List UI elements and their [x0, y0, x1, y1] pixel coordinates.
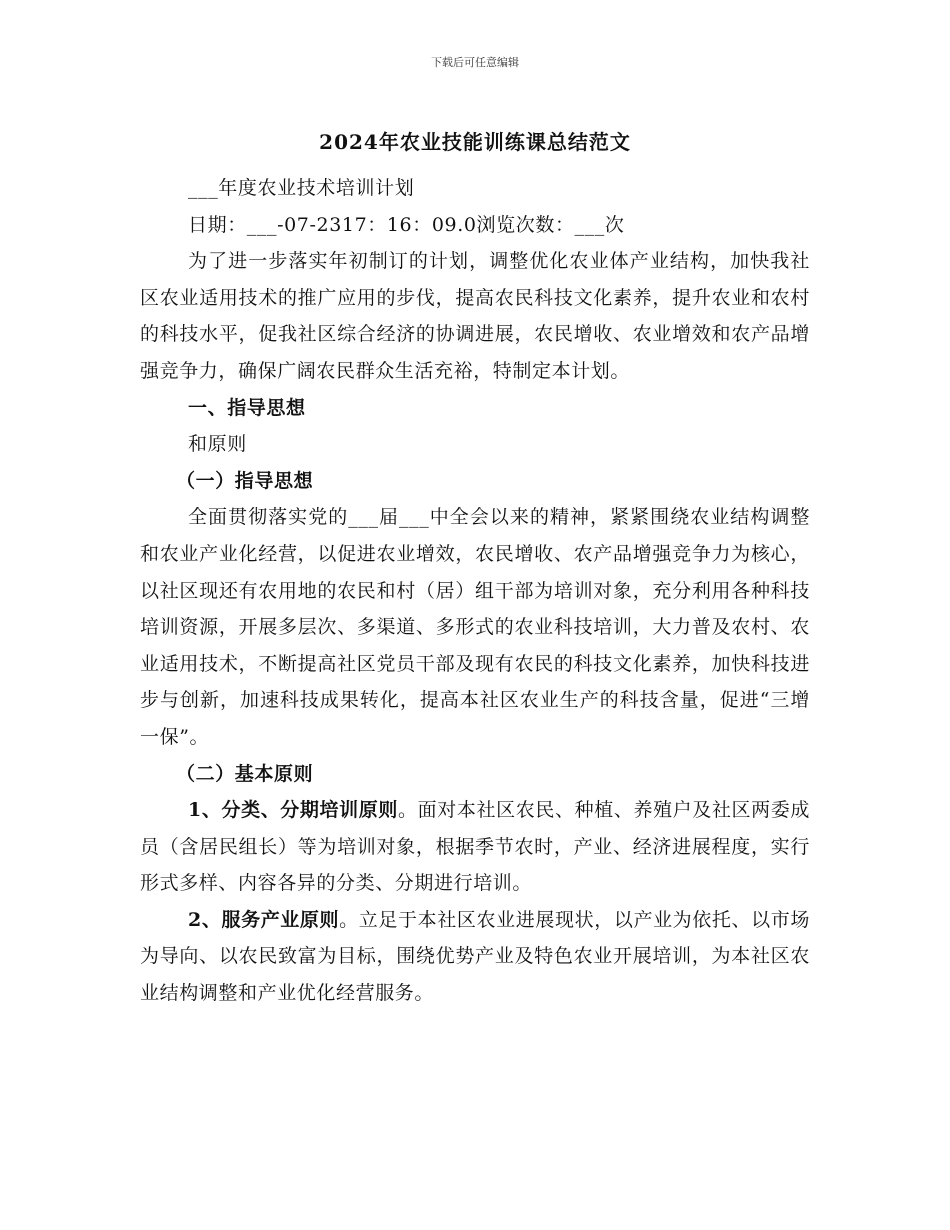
principle1-text: 。面对本社区农民、种植、养殖户及社区两委成员（含居民组长）等为培训对象，根据季节农时，产业、经济进展程度，实行形式多样、内容各异的分类、分期进行培训。	[140, 799, 810, 895]
sub2-heading: （二）基本原则	[176, 762, 314, 785]
header-note: 下载后可任意编辑	[431, 56, 519, 69]
sub1-paragraph: 全面贯彻落实党的___届___中全会以来的精神，紧紧围绕农业结构调整和农业产业化经营，以促进农业增效，农民增收、农产品增强竞争力为核心，以社区现还有农用地的农民和村（居）组干部为培训对象，充分利用各种科技培训资源，开展多层次、多渠道、多形式的农业科技培训，大力普及农村、农业适用技术，不断提高社区党员干部及现有农民的科技文化素养，加快科技进步与创新，加速科技成果转化，提高本社区农业生产的科技含量，促进“三增一保”。	[140, 506, 810, 748]
date-line: 日期：___-07-2317：16：09.0浏览次数：___次	[188, 213, 625, 236]
section1-continuation: 和原则	[188, 433, 247, 456]
document-body	[140, 170, 810, 1012]
document-title: 2024年农业技能训练课总结范文	[319, 130, 631, 154]
principle2-title: 2、服务产业原则	[188, 908, 340, 931]
intro-paragraph: 为了进一步落实年初制订的计划，调整优化农业体产业结构，加快我社区农业适用技术的推广应用的步伐，提高农民科技文化素养，提升农业和农村的科技水平，促我社区综合经济的协调进展，农民增收、农业增效和农产品增强竞争力，确保广阔农民群众生活充裕，特制定本计划。	[140, 250, 810, 382]
principle2-paragraph	[140, 902, 810, 1012]
principle2-text: 。立足于本社区农业进展现状，以产业为依托、以市场为导向、以农民致富为目标，围绕优势产业及特色农业开展培训，为本社区农业结构调整和产业优化经营服务。	[140, 908, 810, 1005]
section1-heading: 一、指导思想	[188, 396, 306, 419]
principle1-paragraph	[140, 792, 810, 902]
principle1-title: 1、分类、分期培训原则	[188, 799, 399, 822]
subtitle-line: ___年度农业技术培训计划	[188, 177, 415, 199]
sub1-heading: （一）指导思想	[176, 469, 314, 492]
